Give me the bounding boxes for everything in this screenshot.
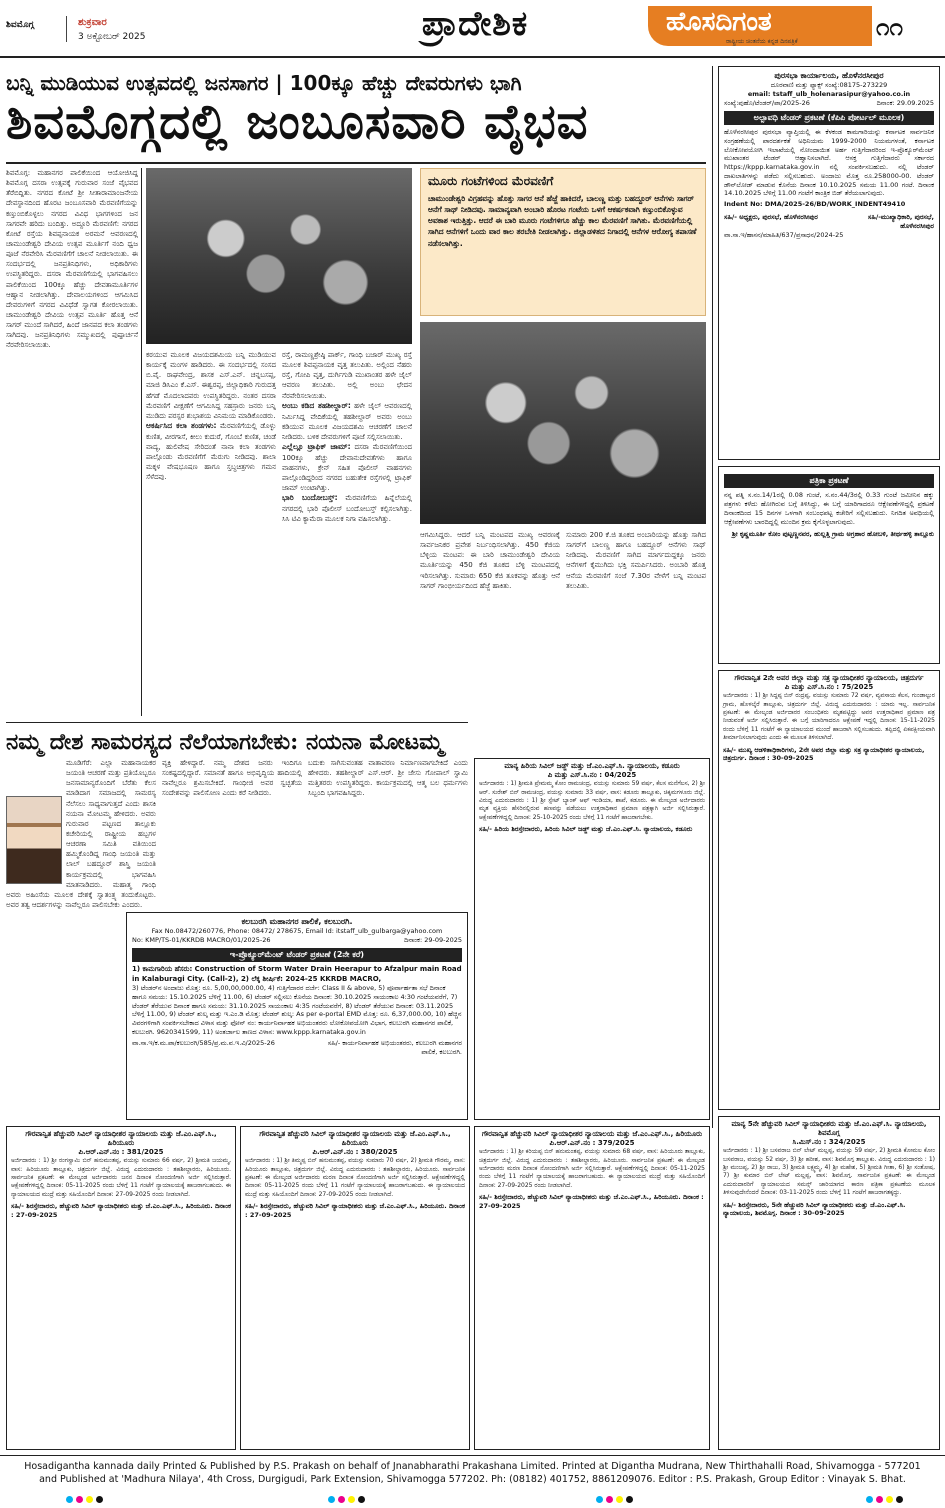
right-tender-no: ಸಂಖ್ಯೆ:ಪುಹೊ/ಟೆಂಡರ್/ಪಾ/2025-26 [724, 98, 810, 107]
notice-sign: ಸಹಿ/- ಮುಖ್ಯ ಆಡಳಿತಾಧಿಕಾರಿಗಳು, 2ನೇ ಅಪರ ಜಿಲ್ಲಾ ಮತ್ತು ಸತ್ರ ನ್ಯಾಯಾಧೀಶರ ನ್ಯಾಯಾಲಯ, ಚಿತ್ರದುರ್ಗ. ದಿನಾಂಕ : 30-09-2025 [723, 745, 925, 762]
court-notice-hiriyur-381 [6, 1126, 236, 1450]
right-tender-reference: ವಾ.ಸಾ.ಇ/ಹಾಸನ/ಮಾಹಿತಿ/637/ಪ್ರಸಾಧನ/2024-25 [724, 230, 844, 239]
kmc-tender-ref-row [132, 936, 462, 945]
notice-case: ಪಿ.ಆರ್.ಎನ್.ನಂ : 379/2025 [549, 1139, 635, 1148]
lead-col3-text-b: ಹಳೇ ಜೈಲ್ ಆವರಣದಲ್ಲಿ ನಿರ್ಮಿಸಿದ್ದ ವೇದಿಕೆಯಲ್ಲಿ ತಹಶೀಲ್ದಾರ್ ಅವರು ಅಂಬು ಕಡಿಯುವ ಮೂಲಕ ವಿಜಯದಶಮಿ ಆಚರಣೆಗೆ ಚಾಲನೆ ನೀಡಿದರು. ಬಳಿಕ ದೇವರುಗಳಿಗೆ ಪೂಜೆ ಸಲ್ಲಿಸಲಾಯಿತು. [282, 401, 412, 441]
lead-col3-subhead-2: ಎಲ್ಲೆಲ್ಲೂ ಟ್ರಾಫಿಕ್ ಜಾಮ್: [282, 442, 351, 451]
column-rule-right [712, 66, 713, 1128]
notice-body: ಅರ್ಜಿದಾರರು : 1) ಶ್ರೀ ರಂಗಸ್ವಾಮಿ ಬಿನ್ ಹನುಮಂತಪ್ಪ, ವಯಸ್ಸು ಸುಮಾರು 66 ವರ್ಷ, 2) ಶ್ರೀಮತಿ ಜಯಮ್ಮ, ವಾಸ: ಹಿರಿಯೂರು ತಾಲ್ಲೂಕು, ಚಿತ್ರದುರ್ಗ ಜಿಲ್ಲೆ. ವಿರುದ್ಧ ಎದುರುದಾರರು : ತಹಶೀಲ್ದಾರರು, ಹಿರಿಯೂರು. ಸಾರ್ವಜನಿಕ ಪ್ರಕಟಣೆ: ಈ ಮೇಲ್ಕಂಡ ಅರ್ಜಿದಾರರು ಜನನ ದಿನಾಂಕ ನೋಂದಣಿಗಾಗಿ ಅರ್ಜಿ ಸಲ್ಲಿಸಿರುತ್ತಾರೆ. ಆಕ್ಷೇಪಣೆಗಳಿದ್ದಲ್ಲಿ ದಿನಾಂಕ: 05-11-2025 ರಂದು ಬೆಳಿಗ್ಗೆ 11 ಗಂಟೆಗೆ ನ್ಯಾಯಾಲಯಕ್ಕೆ ಹಾಜರಾಗಬಹುದು. ಈ ನ್ಯಾಯಾಲಯದ ಮುದ್ರೆ ಮತ್ತು ಸಹಿಯೊಂದಿಗೆ ದಿನಾಂಕ: 27-09-2025 ರಂದು ನೀಡಲಾಗಿದೆ. [11, 1157, 231, 1198]
lead-col5-text: ಸುಮಾರು 200 ಕೆ.ಜಿ ತೂಕದ ಅಂಬಾರಿಯನ್ನು ಹೊತ್ತು ಸಾಗಿದ ಸಾಗರ್‌ಗೆ ಬಾಲಣ್ಣ ಹಾಗೂ ಬಹದ್ದೂರ್ ಆನೆಗಳು ಸಾಥ್ ನೀಡಿದವು. ಮೆರವಣಿಗೆ ಸಾಗಿದ ಮಾರ್ಗದುದ್ದಕ್ಕೂ ಜನರು ಆನೆಗಳಿಗೆ ಕೈಮುಗಿದು ಭಕ್ತಿ ಸಮರ್ಪಿಸಿದರು. ಅಂಬಾರಿ ಹೊತ್ತ ಆನೆಯ ಮೆರವಣಿಗೆ ಸಂಜೆ 7.30ರ ವೇಳೆಗೆ ಬನ್ನಿ ಮಂಟಪ ತಲುಪಿತು. [566, 531, 706, 590]
kmc-tender-tag: ಇ-ಪ್ರೊಕ್ಯೂರ್‌ಮೆಂಟ್ ಟೆಂಡರ್ ಪ್ರಕಟಣೆ (2ನೇ ಕರೆ) [132, 948, 462, 962]
notice-court: ಗೌರವಾನ್ವಿತ ಹೆಚ್ಚುವರಿ ಸಿವಿಲ್ ನ್ಯಾಯಾಧೀಶರ ನ್ಯಾಯಾಲಯ ಮತ್ತು ಜೆ.ಎಂ.ಎಫ್.ಸಿ., ಹಿರಿಯೂರು [25, 1130, 217, 1148]
lead-column-1 [6, 168, 138, 716]
notice-case: ಸಿ.ಮಿಸ್.ನಂ : 324/2025 [792, 1138, 866, 1147]
masthead-date: 3 ಅಕ್ಟೋಬರ್ 2025 [78, 32, 146, 42]
registration-dots-2 [328, 1496, 368, 1506]
notice-sign: ಸಹಿ/- ಶಿರಸ್ತೇದಾರರು, ಹೆಚ್ಚುವರಿ ಸಿವಿಲ್ ನ್ಯಾಯಾಧೀಶರು ಮತ್ತು ಜೆ.ಎಂ.ಎಫ್.ಸಿ., ಹಿರಿಯೂರು. ದಿನಾಂಕ : 27-09-2025 [479, 1193, 704, 1210]
notice-sign: ಸಹಿ/- ಶಿರಸ್ತೇದಾರರು, 5ನೇ ಹೆಚ್ಚುವರಿ ಸಿವಿಲ್ ನ್ಯಾಯಾಧೀಶರು ಮತ್ತು ಜೆ.ಎಂ.ಎಫ್.ಸಿ. ನ್ಯಾಯಾಲಯ, ಶಿವಮೊಗ್ಗ. ದಿನಾಂಕ : 30-09-2025 [723, 1200, 906, 1218]
court-notice-hiriyur-379 [474, 1126, 710, 1450]
right-tender-signs [724, 213, 934, 231]
court-notice-kadur [474, 758, 710, 1120]
lead-column-5 [566, 530, 706, 716]
lead-headline: ಶಿವಮೊಗ್ಗದಲ್ಲಿ ಜಂಬೂಸವಾರಿ ವೈಭವ [6, 94, 589, 150]
kmc-tender-title: ಕಲಬುರಗಿ ಮಹಾನಗರ ಪಾಲಿಕೆ, ಕಲಬುರಗಿ. [241, 917, 353, 926]
registration-dots-3 [596, 1496, 636, 1506]
section-title: ಪ್ರಾದೇಶಿಕ [421, 4, 529, 44]
column-rule [141, 168, 142, 716]
story-divider [6, 722, 468, 723]
brand-logo: ಹೊಸದಿಗಂತ [666, 7, 772, 37]
lead-column-2 [146, 350, 276, 716]
lead-col3-text-c: ದಸರಾ ಮೆರವಣಿಗೆಯಿಂದ 100ಕ್ಕೂ ಹೆಚ್ಚು ದೇವಾನುದೇವತೆಗಳು ಹಾಗೂ ವಾಹನಗಳು, ಕ್ರೇನ್ ಸಹಿತ ಪೊಲೀಸ್ ವಾಹನಗಳು ಪಾಲ್ಗೊಂಡಿದ್ದರಿಂದ ನಗರದ ಬಹುತೇಕ ರಸ್ತೆಗಳಲ್ಲಿ ಟ್ರಾಫಿಕ್ ಜಾಮ್ ಉಂಟಾಗಿತ್ತು. [282, 443, 412, 493]
page-number: ೧೧ [876, 13, 903, 41]
second-story-col2-text: ವ್ಯಕ್ತಿ ಹೇಳಿದ್ದಾರೆ. ನಮ್ಮ ದೇಶದ ಜನರು ಇಂದಿಗೂ ಸಂಕಷ್ಟದಲ್ಲಿದ್ದಾರೆ. ಸಮಾನತೆ ಹಾಗೂ ಅಭಿವೃದ್ಧಿಯ ಹಾದಿಯಲ್ಲಿ ನಾವೆಲ್ಲರೂ ಶ್ರಮಿಸಬೇಕಿದೆ. ಗಾಂಧೀಜಿ ಅವರ ಸ್ವಚ್ಛತೆಯ ಸಂದೇಶವನ್ನು ಪಾಲಿಸೋಣ ಎಂದು ಕರೆ ನೀಡಿದರು. [162, 759, 302, 798]
right-tender-sign-2: ಸಹಿ/-ಮುಖ್ಯಾಧಿಕಾರಿ, ಪುರಸಭೆ, ಹೊಳೆನರಸೀಪುರ [867, 212, 934, 230]
notice-body: ಅರ್ಜಿದಾರರು : 1) ಶ್ರೀಮತಿ ಪ್ರೇಮಮ್ಮ ಕೋಂ ರಾಮಚಂದ್ರ, ವಯಸ್ಸು ಸುಮಾರು 59 ವರ್ಷ, ಕೆಲಸ ಮನೆಗೆಲಸ, 2) ಶ್ರೀ ಆರ್. ಸುರೇಶ್ ಬಿನ್ ರಾಮಚಂದ್ರ, ವಯಸ್ಸು ಸುಮಾರು 33 ವರ್ಷ, ವಾಸ: ಕಡೂರು ತಾಲ್ಲೂಕು, ಚಿಕ್ಕಮಗಳೂರು ಜಿಲ್ಲೆ. ವಿರುದ್ಧ ಎದುರುದಾರರು : 1) ಶ್ರೀ ಸ್ಟೇಟ್ ಬ್ಯಾಂಕ್ ಆಫ್ ಇಂಡಿಯಾ, ಶಾಖೆ, ಕಡೂರು. ಈ ಮೇಲ್ಕಂಡ ಅರ್ಜಿದಾರರು ಮೃತ ವ್ಯಕ್ತಿಯ ಹೆಸರಿನಲ್ಲಿರುವ ಹಣವನ್ನು ಪಡೆಯಲು ಉತ್ತರಾಧಿಕಾರ ಪ್ರಮಾಣ ಪತ್ರಕ್ಕಾಗಿ ಅರ್ಜಿ ಸಲ್ಲಿಸಿರುತ್ತಾರೆ. ಆಕ್ಷೇಪಣೆಗಳಿದ್ದಲ್ಲಿ ದಿನಾಂಕ: 25-10-2025 ರಂದು ಬೆಳಿಗ್ಗೆ 11 ಗಂಟೆಗೆ ಹಾಜರಾಗಬೇಕು. [479, 780, 705, 821]
notice-body: ಅರ್ಜಿದಾರರು : 1) ಶ್ರೀ ತಿಮ್ಮಪ್ಪ ಬಿನ್ ಹನುಮಂತಪ್ಪ, ವಯಸ್ಸು ಸುಮಾರು 70 ವರ್ಷ, 2) ಶ್ರೀಮತಿ ಗೌರಮ್ಮ, ವಾಸ: ಹಿರಿಯೂರು ತಾಲ್ಲೂಕು, ಚಿತ್ರದುರ್ಗ ಜಿಲ್ಲೆ. ವಿರುದ್ಧ ಎದುರುದಾರರು : ತಹಶೀಲ್ದಾರರು, ಹಿರಿಯೂರು. ಸಾರ್ವಜನಿಕ ಪ್ರಕಟಣೆ: ಈ ಮೇಲ್ಕಂಡ ಅರ್ಜಿದಾರರು ಮರಣ ದಿನಾಂಕ ನೋಂದಣಿಗಾಗಿ ಅರ್ಜಿ ಸಲ್ಲಿಸಿರುತ್ತಾರೆ. ಆಕ್ಷೇಪಣೆಗಳಿದ್ದಲ್ಲಿ ದಿನಾಂಕ: 05-11-2025 ರಂದು ಬೆಳಿಗ್ಗೆ 11 ಗಂಟೆಗೆ ನ್ಯಾಯಾಲಯಕ್ಕೆ ಹಾಜರಾಗಬಹುದು. ಈ ನ್ಯಾಯಾಲಯದ ಮುದ್ರೆ ಮತ್ತು ಸಹಿಯೊಂದಿಗೆ ದಿನಾಂಕ: 27-09-2025 ರಂದು ನೀಡಲಾಗಿದೆ. [245, 1157, 465, 1198]
registration-dots-1 [66, 1496, 106, 1506]
kmc-tender-reference: ವಾ.ಸಾ.ಇ/ಕ.ಮ.ಪಾ/ಕಲಬುರಗಿ/585/ಪ್ರ.ಮ.ವ.ಇ.ವಿ/2025-26 [132, 1038, 275, 1047]
press-notice-box [718, 466, 940, 664]
notice-case: ಪಿ ಮತ್ತು ಎಸ್.ಸಿ.ನಂ : 04/2025 [547, 771, 637, 780]
court-notice-hiriyur-380 [240, 1126, 470, 1450]
right-tender-tag: ಅಲ್ಪಾವಧಿ ಟೆಂಡರ್ ಪ್ರಕಟಣೆ (ಕೆಪಿಪಿ ಪೋರ್ಟಲ್ ಮೂಲಕ) [724, 111, 934, 125]
notice-court: ಗೌರವಾನ್ವಿತ ಹೆಚ್ಚುವರಿ ಸಿವಿಲ್ ನ್ಯಾಯಾಧೀಶರ ನ್ಯಾಯಾಲಯ ಮತ್ತು ಜೆ.ಎಂ.ಎಫ್.ಸಿ., ಹಿರಿಯೂರು [259, 1130, 451, 1148]
lead-col2-text-b: ಮೆರವಣಿಗೆಯಲ್ಲಿ ಡೊಳ್ಳು ಕುಣಿತ, ವೀರಗಾಸೆ, ಕೀಲು ಕುದುರೆ, ಗೊಂಬೆ ಕುಣಿತ, ಚಂಡೆ ವಾದ್ಯ, ಹುಲಿವೇಷ ಸೇರಿದಂತೆ ನಾನಾ ಕಲಾ ತಂಡಗಳು ಪಾಲ್ಗೊಂಡು ಮೆರವಣಿಗೆಗೆ ಮೆರುಗು ನೀಡಿದವು. ಶಾಲಾ ಮಕ್ಕಳ ವೇಷಭೂಷಣ ಹಾಗೂ ಸ್ತಬ್ಧಚಿತ್ರಗಳು ಗಮನ ಸೆಳೆದವು. [146, 421, 276, 482]
court-notice-shivamogga [718, 1116, 940, 1450]
masthead-day: ಶುಕ್ರವಾರ [78, 17, 107, 28]
press-notice-body: ನನ್ನ ಪತ್ನಿ ಸ.ನಂ.14/1ರಲ್ಲಿ 0.08 ಗುಂಟೆ, ಸ.ನಂ.44/3ರಲ್ಲಿ 0.33 ಗುಂಟೆ ಜಮೀನಿನ ಹಕ್ಕು ಪತ್ರಗಳು ಕಳೆದು ಹೋಗಿರುವ ಬಗ್ಗೆ ತಿಳಿಸಿದ್ದು, ಈ ಬಗ್ಗೆ ಯಾರಿಗಾದರೂ ಆಕ್ಷೇಪಣೆಗಳಿದ್ದಲ್ಲಿ ಪ್ರಕಟಣೆ ದಿನಾಂಕದಿಂದ 15 ದಿನಗಳ ಒಳಗಾಗಿ ಸಂಬಂಧಪಟ್ಟ ಕಚೇರಿಗೆ ಸಲ್ಲಿಸಬಹುದು. ನಿಗದಿತ ಅವಧಿಯಲ್ಲಿ ಆಕ್ಷೇಪಣೆಗಳು ಬಾರದಿದ್ದಲ್ಲಿ ಮುಂದಿನ ಕ್ರಮ ಕೈಗೊಳ್ಳಲಾಗುವುದು. [724, 491, 934, 526]
lead-col3-subhead-1: ಅಂಬು ಕಡಿದ ತಹಶೀಲ್ದಾರ್: [282, 400, 351, 410]
right-tender-date: ದಿನಾಂಕ: 29.09.2025 [876, 98, 934, 107]
notice-case: ಪಿ.ಆರ್.ಎನ್.ನಂ : 380/2025 [312, 1148, 398, 1157]
right-tender-email: email: tstaff_ulb_holenarasipur@yahoo.co.in [747, 90, 911, 99]
holenarasipur-tender-box [718, 66, 940, 460]
notice-sign: ಸಹಿ/- ಶಿರಸ್ತೇದಾರರು, ಹೆಚ್ಚುವರಿ ಸಿವಿಲ್ ನ್ಯಾಯಾಧೀಶರು ಮತ್ತು ಜೆ.ಎಂ.ಎಫ್.ಸಿ., ಹಿರಿಯೂರು. ದಿನಾಂಕ : 27-09-2025 [11, 1202, 231, 1219]
right-tender-indent: Indent No: DMA/2025-26/BD/WORK_INDENT49410 [724, 200, 906, 209]
lead-col2-subhead: ಆಕರ್ಷಿಸಿದ ಕಲಾ ತಂಡಗಳು: [146, 420, 217, 430]
notice-sign: ಸಹಿ/- ಶಿರಸ್ತೇದಾರರು, ಹೆಚ್ಚುವರಿ ಸಿವಿಲ್ ನ್ಯಾಯಾಧೀಶರು ಮತ್ತು ಜೆ.ಎಂ.ಎಫ್.ಸಿ., ಹಿರಿಯೂರು. ದಿನಾಂಕ : 27-09-2025 [245, 1202, 465, 1219]
imprint-line-2: and Published at 'Madhura Nilaya', 4th Cross, Durgigudi, Park Extension, Shivamogga 577202. Ph: (08182) 401752, 8861209076. Editor : P.S. Prakash, Group Editor : Vinayak S. Bhat. [39, 1474, 906, 1486]
press-notice-tag: ಪತ್ರಿಕಾ ಪ್ರಕಟಣೆ [724, 474, 934, 488]
lead-column-3 [282, 350, 412, 716]
lead-col4-text: ಆಗಮಿಸಿದ್ದರು. ಆದರೆ ಬನ್ನಿ ಮಂಟಪದ ಮುಖ್ಯ ಆವರಣಕ್ಕೆ ಸಾರ್ವಜನಿಕರ ಪ್ರವೇಶ ನಿರ್ಬಂಧಿಸಲಾಗಿತ್ತು. 450 ಕೆಜಿಯ ಬೆಳ್ಳಿಯ ಮಂಟಪ: ಈ ಬಾರಿ ಚಾಮುಂಡೇಶ್ವರಿ ದೇವಿಯ ಮೂರ್ತಿಯನ್ನು 450 ಕೆಜಿ ತೂಕದ ಬೆಳ್ಳಿ ಮಂಟಪದಲ್ಲಿ ಇರಿಸಲಾಗಿತ್ತು. ಸುಮಾರು 650 ಕೆಜಿ ತೂಕವನ್ನು ಹೊತ್ತು ಆನೆ ಸಾಗರ್ ಗಾಂಭೀರ್ಯದಿಂದ ಹೆಜ್ಜೆ ಹಾಕಿತು. [420, 531, 560, 590]
right-tender-title: ಪುರಸಭಾ ಕಾರ್ಯಾಲಯ, ಹೊಳೆನರಸೀಪುರ [774, 71, 884, 80]
kmc-tender-no: No: KMP/TS-01/KKRDB MACRO/01/2025-26 [132, 936, 271, 945]
notice-court: ಗೌರವಾನ್ವಿತ 2ನೇ ಅಪರ ಜಿಲ್ಲಾ ಮತ್ತು ಸತ್ರ ನ್ಯಾಯಾಧೀಶರ ನ್ಯಾಯಾಲಯ, ಚಿತ್ರದುರ್ಗ [734, 674, 924, 682]
right-tender-phone: ದೂರವಾಣಿ ಮತ್ತು ಫ್ಯಾಕ್ಸ್ ಸಂಖ್ಯೆ:08175-273229 [770, 81, 888, 90]
notice-court: ಗೌರವಾನ್ವಿತ ಹೆಚ್ಚುವರಿ ಸಿವಿಲ್ ನ್ಯಾಯಾಧೀಶರ ನ್ಯಾಯಾಲಯ ಮತ್ತು ಜೆ.ಎಂ.ಎಫ್.ಸಿ., ಹಿರಿಯೂರು [481, 1130, 703, 1138]
kmc-tender-work: 1) ಕಾಮಗಾರಿಯ ಹೆಸರು: Construction of Storm Water Drain Heerapur to Afzalpur main Road in Kalaburagi City. (Call-2), 2) ಲೆಕ್ಕ ಶೀರ್ಷಿಕೆ: 2024-25 KKRDB MACRO, [132, 965, 462, 983]
kmc-tender-date: ದಿನಾಂಕ: 29-09-2025 [404, 936, 462, 945]
second-story-col2 [162, 758, 302, 908]
notice-sign: ಸಹಿ/- ಹಿರಿಯ ಶಿರಸ್ತೇದಾರರು, ಹಿರಿಯ ಸಿವಿಲ್ ಜಡ್ಜ್ ಮತ್ತು ಜೆ.ಎಂ.ಎಫ್.ಸಿ. ನ್ಯಾಯಾಲಯ, ಕಡೂರು [479, 825, 693, 834]
masthead-city: ಶಿವಮೊಗ್ಗ [6, 20, 34, 30]
elephant-photo [420, 322, 706, 524]
second-story-col3-text: ಬದುಕು ಸಾಗಿಸುವಂತಹ ವಾತಾವರಣ ನಿರ್ಮಾಣವಾಗಬೇಕಿದೆ ಎಂದು ಹೇಳಿದರು. ತಹಶೀಲ್ದಾರ್ ಎಸ್.ಆರ್. ಶ್ರೀ ಜೇಸು ಗೋಪಾಲ್ ಸ್ವಾಮಿ ಮತ್ತಿತರರು ಉಪಸ್ಥಿತರಿದ್ದರು. ಕಾರ್ಯಕ್ರಮದಲ್ಲಿ ಆತ್ಮ ಬಲ ಧರ್ಮಗಳು ಸಿಬ್ಬಂದಿ ಭಾಗವಹಿಸಿದ್ದರು. [308, 759, 468, 798]
court-notice-chitradurga [718, 670, 940, 1110]
notice-case: ಪಿ.ಆರ್.ಎನ್.ನಂ : 381/2025 [78, 1148, 164, 1157]
lead-col3-subhead-3: ಭಾರಿ ಬಂದೋಬಸ್ತ್: [282, 493, 338, 503]
info-box-body: ಚಾಮುಂಡೇಶ್ವರಿ ವಿಗ್ರಹವನ್ನು ಹೊತ್ತು ಸಾಗರ ಆನೆ ಹೆಜ್ಜೆ ಹಾಕಿದರೆ, ಬಾಲಣ್ಣ ಮತ್ತು ಬಹದ್ದೂರ್ ಆನೆಗಳು ಸಾಗರ್ ಆನೆಗೆ ಸಾಥ್ ನೀಡಿದವು. ಸಾಮಾನ್ಯವಾಗಿ ಅಂಬಾರಿ ಹೊರಟ ಗಂಟೆಯ ಒಳಗೆ ಆಕರ್ಷಕವಾಗಿ ಕಣ್ತುಂಬಿಕೊಳ್ಳುವ ಅವಕಾಶ ಇರುತ್ತಿತ್ತು. ಆದರೆ ಈ ಬಾರಿ ಮೂರು ಗಂಟೆಗಳಿಗೂ ಹೆಚ್ಚು ಕಾಲ ಮೆರವಣಿಗೆ ಸಾಗಿತು. ಮೆರವಣಿಗೆಯಲ್ಲಿ ಸಾಗಿದ ಆನೆಗಳಿಗೆ ಒಂದು ವಾರ ಕಾಲ ತರಬೇತಿ ನೀಡಲಾಗಿತ್ತು. ಜಿಲ್ಲಾಡಳಿತದ ನಿಗಾದಲ್ಲಿ ಆನೆಗಳ ಆರೋಗ್ಯ ತಪಾಸಣೆ ನಡೆಸಲಾಗಿತ್ತು. [428, 193, 697, 248]
second-story-col1-text: ಮೂಡಿಗೆರೆ: ಎಲ್ಲಾ ಮಹಾನಾಯಕರ ಜಯಂತಿ ಆಚರಣೆ ಮತ್ತು ಪ್ರತಿಯೊಬ್ಬರೂ ಜನಸಾಮಾನ್ಯರೊಂದಿಗೆ ಬೆರೆತು ಕೆಲಸ ಮಾಡಿದಾಗ ಸಮಾಜದಲ್ಲಿ ಸಾಮರಸ್ಯ ನೆಲೆಸಲು ಸಾಧ್ಯವಾಗುತ್ತದೆ ಎಂದು ಶಾಸಕಿ ನಯನಾ ಮೋಟಮ್ಮ ಹೇಳಿದರು. ಅವರು ಗುರುವಾರ ಪಟ್ಟಣದ ತಾಲ್ಲೂಕು ಕಚೇರಿಯಲ್ಲಿ ರಾಷ್ಟ್ರೀಯ ಹಬ್ಬಗಳ ಆಚರಣಾ ಸಮಿತಿ ವತಿಯಿಂದ ಹಮ್ಮಿಕೊಂಡಿದ್ದ ಗಾಂಧಿ ಜಯಂತಿ ಮತ್ತು ಲಾಲ್ ಬಹದ್ದೂರ್ ಶಾಸ್ತ್ರಿ ಜಯಂತಿ ಕಾರ್ಯಕ್ರಮದಲ್ಲಿ ಭಾಗವಹಿಸಿ ಮಾತನಾಡಿದರು. ಮಹಾತ್ಮ ಗಾಂಧಿ ಅವರು ಅಹಿಂಸೆಯ ಮೂಲಕ ದೇಶಕ್ಕೆ ಸ್ವಾತಂತ್ರ್ಯ ತಂದುಕೊಟ್ಟರು. ಅವರ ತತ್ವ ಆದರ್ಶಗಳನ್ನು ನಾವೆಲ್ಲರೂ ಪಾಲಿಸಬೇಕು ಎಂದರು. [6, 759, 156, 909]
second-story-col3 [308, 758, 468, 908]
kmc-tender-lines: 3) ಟೆಂಡರ್‌ನ ಅಂದಾಜು ಮೊತ್ತ: ರೂ. 5,00,00,000.00, 4) ಗುತ್ತಿಗೆದಾರರ ದರ್ಜೆ: Class II & above, 5) ಪೂರ್ವಾರ್ಹತಾ ಸಭೆ ದಿನಾಂಕ ಹಾಗೂ ಸಮಯ: 15.10.2025 ಬೆಳಿಗ್ಗೆ 11.00, 6) ಟೆಂಡರ್ ಸಲ್ಲಿಸಲು ಕೊನೆಯ ದಿನಾಂಕ: 30.10.2025 ಸಾಯಂಕಾಲ 4:30 ಗಂಟೆಯವರೆಗೆ, 7) ಟೆಂಡರ್ ತೆರೆಯುವ ದಿನಾಂಕ ಹಾಗೂ ಸಮಯ: 31.10.2025 ಸಾಯಂಕಾಲ 4:35 ಗಂಟೆಯವರೆಗೆ, 8) ಟೆಂಡರ್ ತೆರೆಯುವ ದಿನಾಂಕ: 03.11.2025 ಬೆಳಿಗ್ಗೆ 11.00, 9) ಟೆಂಡರ್ ಶುಲ್ಕ ಮತ್ತು ಇ.ಎಂ.ಡಿ ಮೊತ್ತ: ಟೆಂಡರ್ ಶುಲ್ಕ: As per e-portal EMD ಮೊತ್ತ: ರೂ. 6,37,000.00, 10) ಹೆಚ್ಚಿನ ವಿವರಗಳಿಗಾಗಿ ಸಂಪರ್ಕಿಸಬೇಕಾದ ವಿಳಾಸ ಮತ್ತು ಫೋನ್ ನಂ: ಕಾರ್ಯನಿರ್ವಾಹಕ ಅಭಿಯಂತರರು ಲೋಕೋಪಯೋಗಿ ವಿಭಾಗ, ಕಲಬುರಗಿ ಮಹಾನಗರ ಪಾಲಿಕೆ, ಕಲಬುರಗಿ. 9620341599, 11) ಅಂತರ್ಜಾಲ ತಾಣದ ವಿಳಾಸ: www.kppp.karnataka.gov.in [132, 984, 462, 1037]
right-tender-sign-1: ಸಹಿ/- ಅಧ್ಯಕ್ಷರು, ಪುರಸಭೆ, ಹೊಳೆನರಸೀಪುರ [724, 212, 818, 221]
procession-photo [146, 168, 412, 344]
lead-col1-text: ಶಿವಮೊಗ್ಗ: ಮಹಾನಗರ ಪಾಲಿಕೆಯಿಂದ ಆಯೋಜಿಸಿದ್ದ ಶಿವಮೊಗ್ಗ ದಸರಾ ಉತ್ಸವಕ್ಕೆ ಗುರುವಾರ ಸಂಜೆ ವೈಭವದ ತೆರೆಬಿದ್ದಿತು. ನಗರದ ಕೋಟೆ ಶ್ರೀ ಸೀತಾರಾಮಾಂಜನೇಯ ದೇವಸ್ಥಾನದಿಂದ ಹೊರಟ ಜಂಬೂಸವಾರಿ ಮೆರವಣಿಗೆಯನ್ನು ಕಣ್ತುಂಬಿಕೊಳ್ಳಲು ನಗರದ ವಿವಿಧ ಭಾಗಗಳಿಂದ ಜನ ಸಾಗರವೇ ಹರಿದು ಬಂದಿತ್ತು. ಅದ್ದೂರಿ ಮೆರವಣಿಗೆ: ನಗರದ ಕೋಟೆ ರಸ್ತೆಯ ಶಿವಪ್ಪನಾಯಕ ಅರಮನೆ ಆವರಣದಲ್ಲಿ ಚಾಮುಂಡೇಶ್ವರಿ ದೇವಿಯ ಉತ್ಸವ ಮೂರ್ತಿಗೆ ನಂದಿ ಧ್ವಜ ಪೂಜೆ ನೆರವೇರಿಸಿ ಮೆರವಣಿಗೆಗೆ ಚಾಲನೆ ನೀಡಲಾಯಿತು. ಈ ಸಂದರ್ಭದಲ್ಲಿ ಜನಪ್ರತಿನಿಧಿಗಳು, ಅಧಿಕಾರಿಗಳು ಉಪಸ್ಥಿತರಿದ್ದರು. ದಸರಾ ಮೆರವಣಿಗೆಯಲ್ಲಿ ಭಾಗವಹಿಸಲು ಪಾಲಿಕೆಯಿಂದ 100ಕ್ಕೂ ಹೆಚ್ಚು ದೇವತಾಮೂರ್ತಿಗಳ ಆಹ್ವಾನ ನೀಡಲಾಗಿತ್ತು. ದೇವಾಲಯಗಳಿಂದ ಆಗಮಿಸಿದ ದೇವರುಗಳಿಗೆ ನಗರದ ವಿವಿಧೆಡೆ ಸ್ವಾಗತ ಕೋರಲಾಯಿತು. ಚಾಮುಂಡೇಶ್ವರಿ ದೇವಿಯ ಉತ್ಸವ ಮೂರ್ತಿ ಹೊತ್ತ ಆನೆ ಸಾಗರ್ ಮುಂದೆ ಸಾಗಿದರೆ, ಹಿಂದೆ ಜಾನಪದ ಕಲಾ ತಂಡಗಳು ಸಾಗಿದವು. ಜನಪ್ರತಿನಿಧಿಗಳು ಸಮ್ಮುಖದಲ್ಲಿ ಪುಷ್ಪಾರ್ಚನೆ ನೆರವೇರಿಸಲಾಯಿತು. [6, 169, 138, 350]
right-tender-body: ಹೊಳೆನರಸೀಪುರ ಪುರಸಭಾ ವ್ಯಾಪ್ತಿಯಲ್ಲಿ ಈ ಕೆಳಕಂಡ ಕಾಮಗಾರಿಯನ್ನು ಕರ್ನಾಟಕ ಸಾರ್ವಜನಿಕ ಸಂಗ್ರಹಣೆಯಲ್ಲಿ ಪಾರದರ್ಶಕತೆ ಅಧಿನಿಯಮ 1999-2000 ನಿಯಮಗಳಂತೆ, ಕರ್ನಾಟಕ ಲೋಕೋಪಯೋಗಿ ಇಲಾಖೆಯಲ್ಲಿ ನೋಂದಾಯಿತ ಅರ್ಹ ಗುತ್ತಿಗೆದಾರರಿಂದ ಇ-ಪ್ರೊಕ್ಯೂರ್‌ಮೆಂಟ್ ಮುಖಾಂತರ ಟೆಂಡರ್ ಆಹ್ವಾನಿಸಲಾಗಿದೆ. ಆಸಕ್ತ ಗುತ್ತಿಗೆದಾರರು ಸರ್ಕಾರದ https://kppp.karnataka.gov.in ನಲ್ಲಿ ಸಂಪರ್ಕಿಸಬಹುದು. ನಲ್ಲಿ ಟೆಂಡರ್ ದಾಖಲಾತಿಗಳನ್ನು ಪಡೆದು ಸಲ್ಲಿಸಬಹುದು. ಅಂದಾಜು ಮೊತ್ತ ರೂ.258000-00. ಟೆಂಡರ್ ಡೌನ್‌ಲೋಡ್ ಮಾಡುವ ಕೊನೆಯ ದಿನಾಂಕ 10.10.2025 ಸಮಯ 11.00 ಗಂಟೆ. ದಿನಾಂಕ 14.10.2025 ಬೆಳಿಗ್ಗೆ 11.00 ಗಂಟೆಗೆ ಕಾಂತ್ರಿಕ ಬಿಡ್ ತೆರೆಯಲಾಗುವುದು. [724, 128, 934, 198]
lead-col3-text-d: ಮೆರವಣಿಗೆಯ ಹಿನ್ನೆಲೆಯಲ್ಲಿ ನಗರದಲ್ಲಿ ಭಾರಿ ಪೊಲೀಸ್ ಬಂದೋಬಸ್ತ್ ಕಲ್ಪಿಸಲಾಗಿತ್ತು. ಸಿಸಿ ಟಿವಿ ಕ್ಯಾಮೆರಾ ಮೂಲಕ ನಿಗಾ ವಹಿಸಲಾಗಿತ್ತು. [282, 494, 412, 524]
info-box-title: ಮೂರು ಗಂಟೆಗಳಿಂದ ಮೆರವಣಿಗೆ [428, 174, 554, 188]
brand-tagline: ರಾಷ್ಟ್ರೀಯ ಚಿಂತನೆಯ ಕನ್ನಡ ದಿನಪತ್ರಿಕೆ [726, 38, 798, 45]
kmc-tender-contact: Fax No.08472/260776, Phone: 08472/ 278675, Email Id: itstaff_ulb_gulbarga@yahoo.com [151, 927, 443, 936]
masthead-divider [66, 16, 67, 42]
kmc-tender-footer [132, 1039, 462, 1057]
press-notice-sign: ಶ್ರೀ ಕೃಷ್ಣಮೂರ್ತಿ ಕೋಂ ಪುಟ್ಟಣ್ಣನವರ, ಹುಲ್ಲತ್ತಿ ಗ್ರಾಮ ಅಗ್ರಹಾರ ಹೋಬಳಿ, ತೀರ್ಥಹಳ್ಳಿ ತಾಲ್ಲೂಕು [731, 530, 934, 539]
registration-dots-4 [866, 1496, 906, 1506]
kmc-tender-sign: ಸಹಿ/- ಕಾರ್ಯನಿರ್ವಾಹಕ ಅಭಿಯಂತರರು, ಕಲಬುರಗಿ ಮಹಾನಗರ ಪಾಲಿಕೆ, ಕಲಬುರಗಿ. [327, 1038, 462, 1056]
right-tender-ref-row [724, 99, 934, 108]
imprint-footer [0, 1455, 945, 1495]
notice-court: ಮಾನ್ಯ 5ನೇ ಹೆಚ್ಚುವರಿ ಸಿವಿಲ್ ನ್ಯಾಯಾಧೀಶರು ಮತ್ತು ಜೆ.ಎಂ.ಎಫ್.ಸಿ. ನ್ಯಾಯಾಲಯ, ಶಿವಮೊಗ್ಗ [731, 1120, 927, 1138]
lead-col2-text: ಕಠಯುವ ಮೂಲಕ ವಿಜಯದಶಮಿಯ ಬನ್ನಿ ಮುಡಿಯುವ ಕಾರ್ಯಕ್ಕೆ ಮಂಗಳ ಹಾಡಿದರು. ಈ ಸಂದರ್ಭದಲ್ಲಿ ಸಂಸದ ಬಿ.ವೈ. ರಾಘವೇಂದ್ರ, ಶಾಸಕ ಎಸ್.ಎನ್. ಚನ್ನಬಸಪ್ಪ, ಮಾಜಿ ಡಿಸಿಎಂ ಕೆ.ಎಸ್. ಈಶ್ವರಪ್ಪ, ಜಿಲ್ಲಾಧಿಕಾರಿ ಗುರುದತ್ತ ಹೆಗಡೆ ಮೊದಲಾದವರು ಉಪಸ್ಥಿತರಿದ್ದರು. ನಂತರ ದಸರಾ ಮೆರವಣಿಗೆ ವೀಕ್ಷಣೆಗೆ ಆಗಮಿಸಿದ್ದ ಸಹಸ್ರಾರು ಜನರು ಬನ್ನಿ ಮುಡಿದು ಪರಸ್ಪರ ಶುಭಾಶಯ ವಿನಿಮಯ ಮಾಡಿಕೊಂಡರು. [146, 351, 276, 420]
kalaburagi-tender-box [126, 912, 468, 1120]
imprint-line-1: Hosadigantha kannada daily Printed & Published by P.S. Prakash on behalf of Jnanabharathi Prakashana Limited. Printed at Digantha Mudrana, New Thirthahalli Road, Shivamogga - 577201 [24, 1461, 921, 1472]
notice-court: ಮಾನ್ಯ ಹಿರಿಯ ಸಿವಿಲ್ ಜಡ್ಜ್ ಮತ್ತು ಜೆ.ಎಂ.ಎಫ್.ಸಿ. ನ್ಯಾಯಾಲಯ, ಕಡೂರು [504, 762, 680, 770]
second-story-headline: ನಮ್ಮ ದೇಶ ಸಾಮರಸ್ಯದ ನೆಲೆಯಾಗಬೇಕು: ನಯನಾ ಮೋಟಮ್ಮ [6, 729, 444, 755]
headline-rule [6, 162, 706, 164]
lead-col3-text: ರಸ್ತೆ, ರಾಮಣ್ಣಶ್ರೇಷ್ಠಿ ಪಾರ್ಕ್, ಗಾಂಧಿ ಬಜಾರ್ ಮುಖ್ಯ ರಸ್ತೆ ಮೂಲಕ ಶಿವಪ್ಪನಾಯಕ ವೃತ್ತ ತಲುಪಿತು. ಅಲ್ಲಿಂದ ನೆಹರು ರಸ್ತೆ, ಗೋಪಿ ವೃತ್ತ, ದುರ್ಗಿಗುಡಿ ಮುಖಾಂತರ ಹಳೇ ಜೈಲ್ ಆವರಣ ತಲುಪಿತು. ಅಲ್ಲಿ ಅಂಬು ಛೇದನ ನೆರವೇರಿಸಲಾಯಿತು. [282, 351, 412, 400]
notice-body: ಅರ್ಜಿದಾರರು : 1) ಶ್ರೀ ಕರಿಯಪ್ಪ ಬಿನ್ ಹನುಮಂತಪ್ಪ, ವಯಸ್ಸು ಸುಮಾರು 68 ವರ್ಷ, ವಾಸ: ಹಿರಿಯೂರು ತಾಲ್ಲೂಕು, ಚಿತ್ರದುರ್ಗ ಜಿಲ್ಲೆ. ವಿರುದ್ಧ ಎದುರುದಾರರು : ತಹಶೀಲ್ದಾರರು, ಹಿರಿಯೂರು. ಸಾರ್ವಜನಿಕ ಪ್ರಕಟಣೆ: ಈ ಮೇಲ್ಕಂಡ ಅರ್ಜಿದಾರರು ಮರಣ ದಿನಾಂಕ ನೋಂದಣಿಗಾಗಿ ಅರ್ಜಿ ಸಲ್ಲಿಸಿರುತ್ತಾರೆ. ಆಕ್ಷೇಪಣೆಗಳಿದ್ದಲ್ಲಿ ದಿನಾಂಕ: 05-11-2025 ರಂದು ಬೆಳಿಗ್ಗೆ 11 ಗಂಟೆಗೆ ನ್ಯಾಯಾಲಯಕ್ಕೆ ಹಾಜರಾಗಬಹುದು. ಈ ನ್ಯಾಯಾಲಯದ ಮುದ್ರೆ ಮತ್ತು ಸಹಿಯೊಂದಿಗೆ ದಿನಾಂಕ: 27-09-2025 ರಂದು ನೀಡಲಾಗಿದೆ. [479, 1148, 705, 1189]
info-box [420, 168, 706, 316]
lead-kicker: ಬನ್ನಿ ಮುಡಿಯುವ ಉತ್ಸವದಲ್ಲಿ ಜನಸಾಗರ | 100ಕ್ಕೂ ಹೆಚ್ಚು ದೇವರುಗಳು ಭಾಗಿ [6, 71, 522, 95]
lead-column-4 [420, 530, 560, 716]
notice-body: ಅರ್ಜಿದಾರರು : 1) ಶ್ರೀ ಬಸವರಾಜ ಬಿನ್ ಲೇಟ್ ಮಲ್ಲಪ್ಪ, ವಯಸ್ಸು 59 ವರ್ಷ, 2) ಶ್ರೀಮತಿ ಕೋಮಲ ಕೋಂ ಬಸವರಾಜ, ವಯಸ್ಸು 52 ವರ್ಷ, 3) ಶ್ರೀ ಹರೀಶ, ವಾಸ: ಶಿವಮೊಗ್ಗ ತಾಲ್ಲೂಕು. ವಿರುದ್ಧ ಎದುರುದಾರರು : 1) ಶ್ರೀ ಮಂಜಪ್ಪ, 2) ಶ್ರೀ ರಾಜು, 3) ಶ್ರೀಮತಿ ಲಕ್ಷ್ಮಮ್ಮ, 4) ಶ್ರೀ ಮಹೇಶ, 5) ಶ್ರೀಮತಿ ಗೀತಾ, 6) ಶ್ರೀ ಸಂತೋಷ, 7) ಶ್ರೀ ಕುಮಾರ ಬಿನ್ ಲೇಟ್ ಮಲ್ಲಪ್ಪ, ವಾಸ: ಶಿವಮೊಗ್ಗ. ಸಾರ್ವಜನಿಕ ಪ್ರಕಟಣೆ: ಈ ಮೇಲ್ಕಂಡ ಎದುರುದಾರರಿಗೆ ನ್ಯಾಯಾಲಯದ ಸಮನ್ಸ್ ಜಾರಿಯಾಗದ ಕಾರಣ ಪತ್ರಿಕಾ ಪ್ರಕಟಣೆಯ ಮೂಲಕ ತಿಳಿಸುವುದೇನೆಂದರೆ ದಿನಾಂಕ: 03-11-2025 ರಂದು ಬೆಳಿಗ್ಗೆ 11 ಗಂಟೆಗೆ ಹಾಜರಾಗತಕ್ಕದ್ದು. [723, 1147, 935, 1197]
notice-case: ಪಿ ಮತ್ತು ಎಸ್.ಸಿ.ನಂ : 75/2025 [784, 683, 874, 692]
notice-body: ಅರ್ಜಿದಾರರು : 1) ಶ್ರೀ ಸಿದ್ದಪ್ಪ ಬಿನ್ ರುದ್ರಪ್ಪ, ವಯಸ್ಸು ಸುಮಾರು 72 ವರ್ಷ, ವ್ಯವಸಾಯ ಕೆಲಸ, ಗುಂಡಾಲ್ಪುರ ಗ್ರಾಮ, ಹೊಳಲ್ಕೆರೆ ತಾಲ್ಲೂಕು, ಚಿತ್ರದುರ್ಗ ಜಿಲ್ಲೆ. ವಿರುದ್ಧ ಎದುರುದಾರರು : ಯಾರು ಇಲ್ಲ. ಸಾರ್ವಜನಿಕ ಪ್ರಕಟಣೆ: ಈ ಮೇಲ್ಕಂಡ ಅರ್ಜಿದಾರರ ಸಂಬಂಧಿಕರು ಮೃತಪಟ್ಟಿದ್ದು ಅವರ ಉತ್ತರಾಧಿಕಾರ ಪ್ರಮಾಣ ಪತ್ರ ನೀಡುವಂತೆ ಅರ್ಜಿ ಸಲ್ಲಿಸಿರುತ್ತಾರೆ. ಈ ಬಗ್ಗೆ ಯಾರಿಗಾದರೂ ಆಕ್ಷೇಪಣೆ ಇದ್ದಲ್ಲಿ ದಿನಾಂಕ: 15-11-2025 ರಂದು ಬೆಳಿಗ್ಗೆ 11 ಗಂಟೆಗೆ ಈ ನ್ಯಾಯಾಲಯದ ಮುಂದೆ ಹಾಜರಾಗಿ ಸಲ್ಲಿಸಬಹುದು. ತಪ್ಪಿದಲ್ಲಿ ಏಕಪಕ್ಷೀಯವಾಗಿ ತೀರ್ಮಾನಿಸಲಾಗುವುದು ಎಂದು ಈ ಮೂಲಕ ತಿಳಿಸಲಾಗಿದೆ. [723, 692, 935, 742]
